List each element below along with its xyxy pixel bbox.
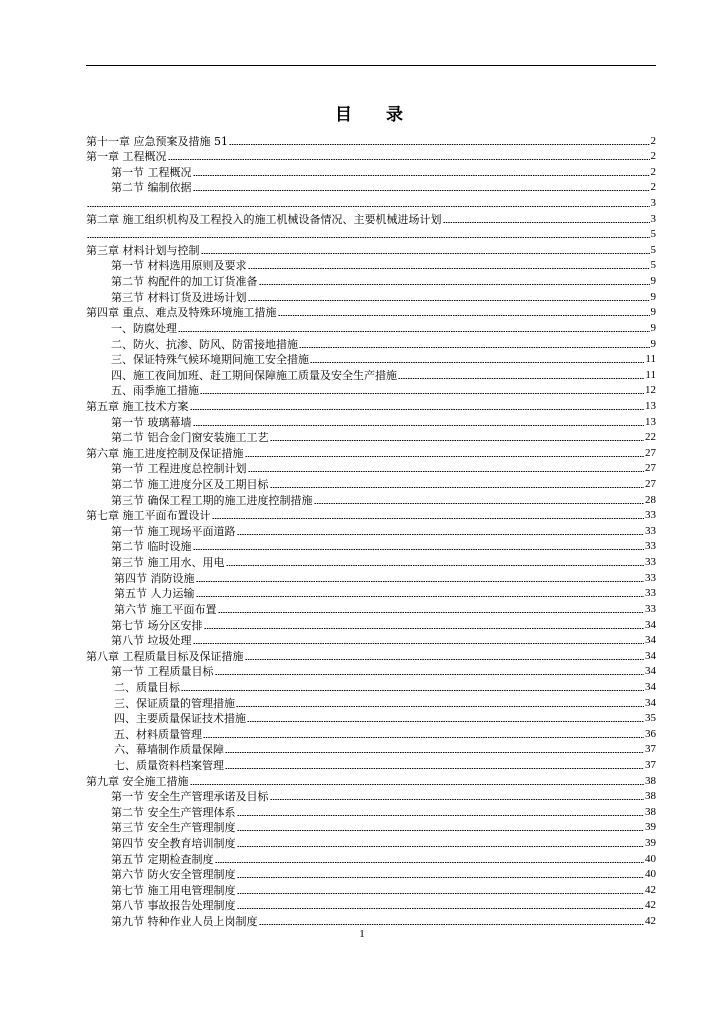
toc-entry-label: 第六章 施工进度控制及保证措施 xyxy=(86,446,244,460)
toc-entry-page: 27 xyxy=(645,446,656,459)
toc-dot-leader xyxy=(247,721,644,722)
toc-entry[interactable] xyxy=(86,413,656,429)
toc-entry[interactable] xyxy=(86,179,656,195)
toc-dot-leader xyxy=(299,347,650,348)
toc-entry-label: 第九章 安全施工措施 xyxy=(86,774,189,788)
toc-entry-page: 3 xyxy=(650,212,656,225)
toc-dot-leader xyxy=(196,581,645,582)
toc-dot-leader xyxy=(278,315,650,316)
toc-entry[interactable] xyxy=(86,756,656,772)
toc-dot-leader xyxy=(168,159,650,160)
toc-dot-leader xyxy=(237,908,645,909)
toc-entry-page: 38 xyxy=(645,790,656,803)
toc-entry-label: 第五节 人力运输 xyxy=(114,587,195,601)
toc-entry-page: 2 xyxy=(650,165,656,178)
toc-entry-page: 13 xyxy=(645,415,656,428)
toc-entry-label: 第三节 确保工程工期的施工进度控制措施 xyxy=(111,493,313,507)
toc-entry-page: 33 xyxy=(645,524,656,537)
toc-entry[interactable] xyxy=(86,694,656,710)
toc-dot-leader xyxy=(190,784,645,785)
toc-entry-page: 33 xyxy=(645,587,656,600)
toc-entry[interactable] xyxy=(86,850,656,866)
toc-entry-page: 22 xyxy=(645,431,656,444)
toc-dot-leader xyxy=(237,534,645,535)
toc-entry[interactable] xyxy=(86,897,656,913)
toc-dot-leader xyxy=(87,206,650,207)
toc-dot-leader xyxy=(215,674,645,675)
toc-dot-leader xyxy=(215,862,645,863)
toc-entry[interactable] xyxy=(86,678,656,694)
toc-entry-page: 39 xyxy=(645,837,656,850)
table-of-contents xyxy=(86,132,656,928)
toc-entry-page: 27 xyxy=(645,462,656,475)
toc-entry-page: 13 xyxy=(645,399,656,412)
toc-entry-label: 六、幕墙制作质量保障 xyxy=(114,743,224,757)
toc-dot-leader xyxy=(193,425,645,426)
toc-entry-page: 28 xyxy=(645,493,656,506)
toc-entry-label: 第一节 玻璃幕墙 xyxy=(111,415,192,429)
toc-dot-leader xyxy=(310,362,644,363)
toc-entry-page: 33 xyxy=(645,540,656,553)
toc-entry[interactable] xyxy=(86,616,656,632)
toc-entry-label: 第一章 工程概况 xyxy=(86,150,167,164)
toc-dot-leader xyxy=(248,471,645,472)
toc-dot-leader xyxy=(245,456,645,457)
toc-entry-page: 9 xyxy=(650,275,656,288)
toc-entry-label: 第四节 安全教育培训制度 xyxy=(111,837,236,851)
toc-entry-page: 33 xyxy=(645,571,656,584)
toc-entry-page: 34 xyxy=(645,696,656,709)
page-title: 目 录 xyxy=(335,105,417,125)
toc-entry[interactable] xyxy=(86,304,656,320)
toc-entry-page: 33 xyxy=(645,556,656,569)
toc-entry[interactable] xyxy=(86,382,656,398)
toc-entry-page: 11 xyxy=(645,368,656,381)
toc-entry[interactable] xyxy=(86,881,656,897)
toc-entry-page: 5 xyxy=(650,243,656,256)
toc-entry-page: 5 xyxy=(650,228,656,241)
toc-entry[interactable] xyxy=(86,569,656,585)
toc-entry-page: 9 xyxy=(650,290,656,303)
toc-entry-page: 9 xyxy=(650,306,656,319)
toc-dot-leader xyxy=(443,222,650,223)
toc-entry-page: 36 xyxy=(645,727,656,740)
toc-entry-label: 第一节 材料选用原则及要求 xyxy=(111,259,247,273)
toc-dot-leader xyxy=(196,596,645,597)
toc-entry[interactable] xyxy=(86,272,656,288)
toc-entry-page: 34 xyxy=(645,618,656,631)
toc-entry-page: 40 xyxy=(645,868,656,881)
toc-entry-page: 34 xyxy=(645,665,656,678)
toc-entry[interactable] xyxy=(86,553,656,569)
toc-entry-label: 第九节 特种作业人员上岗制度 xyxy=(111,915,258,929)
toc-entry-page: 3 xyxy=(650,197,656,210)
toc-entry-label: 第三节 施工用水、用电 xyxy=(111,556,225,570)
toc-entry-page: 9 xyxy=(650,321,656,334)
toc-entry[interactable] xyxy=(86,429,656,445)
toc-entry-label: 第七节 施工用电管理制度 xyxy=(111,883,236,897)
toc-entry-label: 第三节 安全生产管理制度 xyxy=(111,821,236,835)
toc-entry[interactable] xyxy=(86,491,656,507)
toc-dot-leader xyxy=(270,440,645,441)
toc-dot-leader xyxy=(193,549,645,550)
toc-entry-page: 38 xyxy=(645,805,656,818)
toc-entry-page: 37 xyxy=(645,758,656,771)
toc-entry[interactable] xyxy=(86,538,656,554)
toc-dot-leader xyxy=(204,628,645,629)
toc-entry[interactable] xyxy=(86,912,656,928)
toc-dot-leader xyxy=(200,393,644,394)
toc-dot-leader xyxy=(237,830,645,831)
toc-dot-leader xyxy=(178,331,650,332)
toc-dot-leader xyxy=(193,643,645,644)
toc-entry-label: 四、施工夜间加班、赶工期间保障施工质量及安全生产措施 xyxy=(111,368,397,382)
toc-entry-label: 二、防火、抗渗、防风、防雷接地措施 xyxy=(111,337,298,351)
toc-entry-label: 第六节 防火安全管理制度 xyxy=(111,868,236,882)
toc-entry-page: 42 xyxy=(645,915,656,928)
toc-entry-label: 第二节 铝合金门窗安装施工工艺 xyxy=(111,431,269,445)
toc-entry-label: 第七章 施工平面布置设计 xyxy=(86,509,211,523)
toc-entry-page: 35 xyxy=(645,712,656,725)
toc-entry-page: 34 xyxy=(645,649,656,662)
toc-entry[interactable] xyxy=(86,632,656,648)
toc-entry-page: 9 xyxy=(650,337,656,350)
toc-entry-label: 第八节 事故报告处理制度 xyxy=(111,899,236,913)
toc-dot-leader xyxy=(237,846,645,847)
toc-entry-page: 37 xyxy=(645,743,656,756)
toc-entry-page: 27 xyxy=(645,478,656,491)
toc-entry[interactable] xyxy=(86,522,656,538)
toc-entry-page: 34 xyxy=(645,634,656,647)
toc-dot-leader xyxy=(229,144,650,145)
toc-entry-page: 38 xyxy=(645,774,656,787)
toc-entry-label: 第八节 垃圾处理 xyxy=(111,634,192,648)
toc-entry[interactable] xyxy=(86,351,656,367)
toc-dot-leader xyxy=(398,378,644,379)
page-number: 1 xyxy=(359,928,365,940)
toc-dot-leader xyxy=(248,300,650,301)
toc-entry[interactable] xyxy=(86,663,656,679)
toc-entry-label: 第三节 材料订货及进场计划 xyxy=(111,290,247,304)
toc-dot-leader xyxy=(237,815,645,816)
toc-entry-label: 第二节 构配件的加工订货准备 xyxy=(111,275,258,289)
toc-entry-label: 三、保证特殊气候环境期间施工安全措施 xyxy=(111,353,309,367)
toc-entry[interactable] xyxy=(86,335,656,351)
toc-entry[interactable] xyxy=(86,319,656,335)
toc-dot-leader xyxy=(212,518,645,519)
toc-entry[interactable] xyxy=(86,507,656,523)
toc-entry[interactable] xyxy=(86,148,656,164)
toc-entry-page: 33 xyxy=(645,509,656,522)
toc-entry-label: 第二章 施工组织机构及工程投入的施工机械设备情况、主要机械进场计划 xyxy=(86,212,442,226)
toc-dot-leader xyxy=(203,737,644,738)
toc-entry[interactable] xyxy=(86,741,656,757)
toc-entry-label: 五、材料质量管理 xyxy=(114,727,202,741)
toc-entry[interactable] xyxy=(86,834,656,850)
toc-entry-page: 34 xyxy=(645,680,656,693)
toc-entry[interactable] xyxy=(86,241,656,257)
toc-entry-label: 第二节 施工进度分区及工期目标 xyxy=(111,478,269,492)
toc-entry[interactable] xyxy=(86,710,656,726)
toc-entry-label: 七、质量资料档案管理 xyxy=(114,758,224,772)
toc-entry-page: 11 xyxy=(645,353,656,366)
toc-entry-page: 42 xyxy=(645,883,656,896)
toc-dot-leader xyxy=(245,659,645,660)
toc-dot-leader xyxy=(248,268,650,269)
toc-entry-label: 第一节 工程概况 xyxy=(111,165,192,179)
toc-entry-page: 5 xyxy=(650,259,656,272)
toc-entry-page: 12 xyxy=(645,384,656,397)
toc-entry[interactable] xyxy=(86,788,656,804)
toc-entry-label: 第三章 材料计划与控制 xyxy=(86,243,200,257)
toc-entry-page: 40 xyxy=(645,852,656,865)
toc-entry-label: 一、防腐处理 xyxy=(111,321,177,335)
toc-entry-page: 33 xyxy=(645,602,656,615)
toc-entry[interactable] xyxy=(86,647,656,663)
toc-entry-page: 39 xyxy=(645,821,656,834)
toc-entry-label: 第八章 工程质量目标及保证措施 xyxy=(86,649,244,663)
toc-entry-label: 第七节 场分区安排 xyxy=(111,618,203,632)
toc-dot-leader xyxy=(201,253,650,254)
toc-entry[interactable] xyxy=(86,460,656,476)
toc-dot-leader xyxy=(225,752,644,753)
toc-dot-leader xyxy=(236,706,644,707)
toc-entry-page: 42 xyxy=(645,899,656,912)
toc-entry-label: 第一节 安全生产管理承诺及目标 xyxy=(111,790,269,804)
toc-entry-label: 第十一章 应急预案及措施 51 xyxy=(86,134,228,148)
toc-entry-label: 第二节 安全生产管理体系 xyxy=(111,805,236,819)
toc-entry[interactable] xyxy=(86,866,656,882)
toc-entry-label: 第五节 定期检查制度 xyxy=(111,852,214,866)
toc-entry-label: 第二节 临时设施 xyxy=(111,540,192,554)
toc-dot-leader xyxy=(218,612,645,613)
toc-entry-label: 第一节 工程进度总控制计划 xyxy=(111,462,247,476)
toc-entry-page: 2 xyxy=(650,134,656,147)
toc-entry[interactable] xyxy=(86,772,656,788)
toc-dot-leader xyxy=(193,190,650,191)
toc-entry[interactable] xyxy=(86,163,656,179)
toc-entry-page: 2 xyxy=(650,181,656,194)
toc-dot-leader xyxy=(270,799,645,800)
toc-entry-label: 五、雨季施工措施 xyxy=(111,384,199,398)
toc-entry[interactable] xyxy=(86,444,656,460)
toc-dot-leader xyxy=(314,503,645,504)
toc-entry[interactable] xyxy=(86,194,656,210)
toc-entry[interactable] xyxy=(86,585,656,601)
toc-dot-leader xyxy=(193,175,650,176)
toc-entry[interactable] xyxy=(86,397,656,413)
toc-entry-label: 四、主要质量保证技术措施 xyxy=(114,712,246,726)
toc-entry[interactable] xyxy=(86,132,656,148)
toc-dot-leader xyxy=(87,237,650,238)
toc-entry[interactable] xyxy=(86,210,656,226)
toc-dot-leader xyxy=(237,877,645,878)
toc-dot-leader xyxy=(190,409,645,410)
toc-entry[interactable] xyxy=(86,475,656,491)
toc-dot-leader xyxy=(259,924,645,925)
toc-entry-label: 第一节 施工现场平面道路 xyxy=(111,524,236,538)
toc-dot-leader xyxy=(181,690,644,691)
toc-entry-label: 第五章 施工技术方案 xyxy=(86,399,189,413)
toc-dot-leader xyxy=(270,487,645,488)
toc-entry-label: 二、质量目标 xyxy=(114,680,180,694)
header-rule xyxy=(86,65,656,66)
toc-dot-leader xyxy=(237,893,645,894)
toc-entry[interactable] xyxy=(86,226,656,242)
toc-entry[interactable] xyxy=(86,803,656,819)
toc-entry[interactable] xyxy=(86,725,656,741)
toc-entry-label: 第四节 消防设施 xyxy=(114,571,195,585)
toc-entry[interactable] xyxy=(86,366,656,382)
toc-entry[interactable] xyxy=(86,600,656,616)
toc-dot-leader xyxy=(259,284,650,285)
toc-entry-label: 第一节 工程质量目标 xyxy=(111,665,214,679)
toc-entry-label: 第四章 重点、难点及特殊环境施工措施 xyxy=(86,306,277,320)
toc-entry-label: 第六节 施工平面布置 xyxy=(114,602,217,616)
toc-entry-page: 2 xyxy=(650,150,656,163)
toc-entry-label: 第二节 编制依据 xyxy=(111,181,192,195)
toc-entry-label: 三、保证质量的管理措施 xyxy=(114,696,235,710)
toc-entry[interactable] xyxy=(86,257,656,273)
toc-dot-leader xyxy=(226,565,645,566)
toc-entry[interactable] xyxy=(86,819,656,835)
toc-entry[interactable] xyxy=(86,288,656,304)
toc-dot-leader xyxy=(225,768,644,769)
